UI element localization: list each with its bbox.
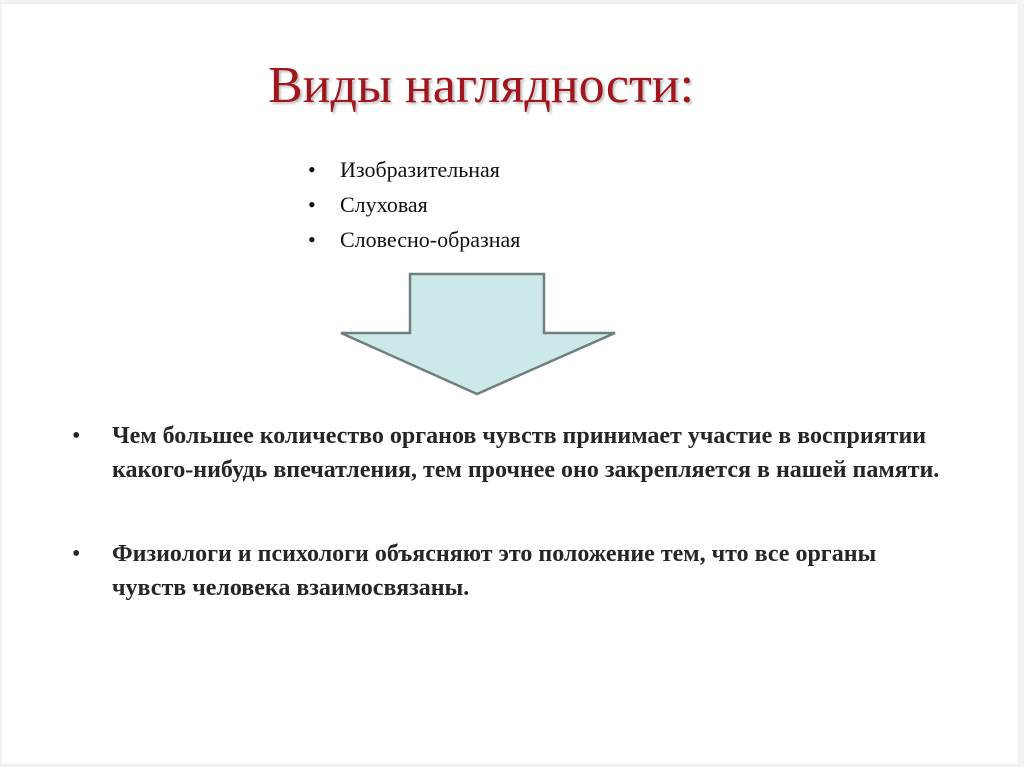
types-list	[308, 152, 520, 257]
list-item	[308, 187, 520, 222]
list-item	[72, 537, 952, 605]
point-text: Чем большее количество органов чувств принимает участие в восприятии какого-нибудь впечатления, тем прочнее оно закрепляется в нашей памяти.	[112, 423, 940, 483]
bullet-icon: •	[72, 423, 81, 449]
page-title: Виды наглядности:	[267, 57, 695, 114]
down-arrow-icon	[337, 272, 619, 398]
bullet-icon: •	[72, 541, 81, 567]
bullet-icon: •	[308, 157, 316, 182]
bullet-icon: •	[308, 192, 316, 217]
list-item-label: Словесно-образная	[340, 227, 521, 252]
down-arrow-shape	[341, 274, 615, 394]
slide	[2, 4, 1018, 764]
list-item	[72, 419, 952, 487]
point-text: Физиологи и психологи объясняют это положение тем, что все органы чувств человека взаимосвязаны.	[112, 541, 877, 601]
bullet-icon: •	[308, 227, 316, 252]
list-item-label: Слуховая	[340, 192, 428, 217]
list-item	[308, 152, 520, 187]
list-item-label: Изобразительная	[340, 157, 500, 182]
key-points	[72, 419, 952, 605]
list-item	[308, 222, 520, 257]
